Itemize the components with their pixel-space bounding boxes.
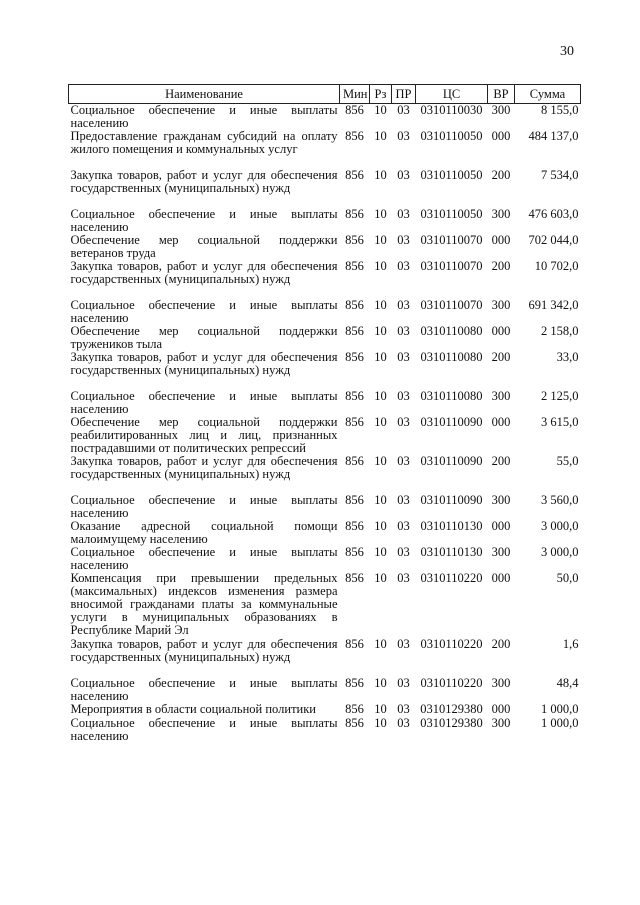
header-sum: Сумма [515, 85, 581, 104]
cell-rz: 10 [374, 676, 387, 690]
cell-pr: 03 [397, 389, 410, 403]
cell-vr: 300 [491, 298, 511, 312]
cell-vr: 000 [491, 415, 511, 429]
header-cs: ЦС [416, 85, 488, 104]
cell-sum: 1 000,0 [541, 702, 579, 716]
cell-pr: 03 [397, 324, 410, 338]
cell-sum: 55,0 [556, 454, 579, 468]
cell-vr: 000 [491, 702, 511, 716]
cell-pr: 03 [397, 207, 410, 221]
table-row [69, 494, 581, 520]
cell-min: 856 [345, 207, 364, 221]
cell-name: Закупка товаров, работ и услуг для обеспечения государственных (муниципальных) нужд [70, 168, 338, 195]
cell-sum: 50,0 [556, 571, 579, 585]
cell-sum: 3 000,0 [541, 545, 579, 559]
cell-vr: 300 [491, 716, 511, 730]
cell-sum: 691 342,0 [528, 298, 579, 312]
cell-rz: 10 [374, 454, 387, 468]
cell-cs: 0310110050 [420, 129, 483, 143]
cell-cs: 0310110070 [420, 233, 483, 247]
cell-cs: 0310110050 [420, 207, 483, 221]
cell-cs: 0310129380 [420, 702, 483, 716]
cell-rz: 10 [374, 571, 387, 585]
cell-min: 856 [345, 415, 364, 429]
table-row [69, 351, 581, 390]
cell-sum: 8 155,0 [541, 103, 579, 117]
cell-name: Социальное обеспечение и иные выплаты населению [70, 103, 338, 130]
cell-pr: 03 [397, 233, 410, 247]
cell-vr: 200 [491, 637, 511, 651]
cell-name: Закупка товаров, работ и услуг для обеспечения государственных (муниципальных) нужд [70, 259, 338, 286]
cell-sum: 484 137,0 [528, 129, 579, 143]
cell-vr: 200 [491, 259, 511, 273]
cell-vr: 300 [491, 493, 511, 507]
cell-rz: 10 [374, 350, 387, 364]
table-row [69, 703, 581, 717]
table-row [69, 455, 581, 494]
cell-min: 856 [345, 103, 364, 117]
cell-cs: 0310110090 [420, 493, 483, 507]
cell-name: Закупка товаров, работ и услуг для обеспечения государственных (муниципальных) нужд [70, 350, 338, 377]
cell-vr: 000 [491, 129, 511, 143]
cell-min: 856 [345, 519, 364, 533]
cell-min: 856 [345, 702, 364, 716]
cell-pr: 03 [397, 716, 410, 730]
cell-sum: 48,4 [556, 676, 579, 690]
cell-pr: 03 [397, 103, 410, 117]
table-row [69, 520, 581, 546]
cell-min: 856 [345, 454, 364, 468]
cell-min: 856 [345, 259, 364, 273]
cell-min: 856 [345, 324, 364, 338]
cell-min: 856 [345, 637, 364, 651]
cell-pr: 03 [397, 493, 410, 507]
cell-cs: 0310110090 [420, 454, 483, 468]
cell-min: 856 [345, 571, 364, 585]
table-row [69, 416, 581, 455]
cell-cs: 0310110130 [420, 519, 483, 533]
cell-vr: 000 [491, 571, 511, 585]
cell-name: Обеспечение мер социальной поддержки тружеников тыла [70, 324, 338, 351]
cell-rz: 10 [374, 324, 387, 338]
cell-pr: 03 [397, 168, 410, 182]
cell-vr: 300 [491, 103, 511, 117]
cell-rz: 10 [374, 519, 387, 533]
cell-cs: 0310110080 [420, 389, 483, 403]
cell-pr: 03 [397, 350, 410, 364]
cell-min: 856 [345, 545, 364, 559]
cell-sum: 2 125,0 [541, 389, 579, 403]
cell-rz: 10 [374, 259, 387, 273]
cell-pr: 03 [397, 129, 410, 143]
cell-name: Социальное обеспечение и иные выплаты населению [70, 676, 338, 703]
cell-name: Обеспечение мер социальной поддержки ветеранов труда [70, 233, 338, 260]
table-row [69, 717, 581, 743]
cell-min: 856 [345, 298, 364, 312]
table-row [69, 390, 581, 416]
cell-sum: 3 000,0 [541, 519, 579, 533]
cell-min: 856 [345, 129, 364, 143]
table-row [69, 208, 581, 234]
cell-name: Мероприятия в области социальной политики [70, 702, 316, 716]
cell-name: Закупка товаров, работ и услуг для обеспечения государственных (муниципальных) нужд [70, 637, 338, 664]
table-row [69, 130, 581, 169]
cell-vr: 200 [491, 168, 511, 182]
cell-vr: 000 [491, 519, 511, 533]
cell-name: Оказание адресной социальной помощи малоимущему населению [70, 519, 338, 546]
cell-cs: 0310110220 [420, 676, 483, 690]
cell-cs: 0310110220 [420, 571, 483, 585]
cell-pr: 03 [397, 519, 410, 533]
cell-rz: 10 [374, 545, 387, 559]
header-min: Мин [340, 85, 370, 104]
header-pr: ПР [392, 85, 416, 104]
header-name: Наименование [69, 85, 340, 104]
cell-pr: 03 [397, 454, 410, 468]
cell-pr: 03 [397, 702, 410, 716]
cell-rz: 10 [374, 716, 387, 730]
cell-rz: 10 [374, 103, 387, 117]
cell-min: 856 [345, 676, 364, 690]
cell-sum: 7 534,0 [541, 168, 579, 182]
table-row [69, 104, 581, 131]
cell-vr: 300 [491, 389, 511, 403]
budget-table [68, 84, 581, 743]
cell-sum: 33,0 [556, 350, 579, 364]
table-row [69, 546, 581, 572]
cell-pr: 03 [397, 298, 410, 312]
table-row [69, 325, 581, 351]
cell-cs: 0310110050 [420, 168, 483, 182]
cell-name: Социальное обеспечение и иные выплаты населению [70, 716, 338, 743]
cell-vr: 000 [491, 233, 511, 247]
cell-rz: 10 [374, 493, 387, 507]
header-rz: Рз [370, 85, 392, 104]
table-header-row [69, 85, 581, 104]
cell-cs: 0310110070 [420, 259, 483, 273]
cell-cs: 0310129380 [420, 716, 483, 730]
cell-name: Социальное обеспечение и иные выплаты населению [70, 545, 338, 572]
cell-vr: 200 [491, 350, 511, 364]
cell-cs: 0310110080 [420, 324, 483, 338]
cell-min: 856 [345, 716, 364, 730]
cell-name: Социальное обеспечение и иные выплаты населению [70, 298, 338, 325]
cell-rz: 10 [374, 207, 387, 221]
table-row [69, 677, 581, 703]
cell-sum: 1 000,0 [541, 716, 579, 730]
cell-sum: 476 603,0 [528, 207, 579, 221]
cell-rz: 10 [374, 168, 387, 182]
cell-pr: 03 [397, 571, 410, 585]
cell-rz: 10 [374, 415, 387, 429]
cell-sum: 702 044,0 [528, 233, 579, 247]
cell-min: 856 [345, 493, 364, 507]
cell-min: 856 [345, 233, 364, 247]
cell-vr: 300 [491, 545, 511, 559]
cell-pr: 03 [397, 259, 410, 273]
cell-vr: 300 [491, 207, 511, 221]
header-vr: ВР [488, 85, 515, 104]
cell-sum: 3 615,0 [541, 415, 579, 429]
cell-name: Социальное обеспечение и иные выплаты населению [70, 207, 338, 234]
cell-vr: 000 [491, 324, 511, 338]
cell-rz: 10 [374, 389, 387, 403]
table-row [69, 572, 581, 638]
cell-cs: 0310110080 [420, 350, 483, 364]
cell-vr: 300 [491, 676, 511, 690]
cell-min: 856 [345, 389, 364, 403]
cell-name: Социальное обеспечение и иные выплаты населению [70, 389, 338, 416]
table-row [69, 169, 581, 208]
cell-pr: 03 [397, 637, 410, 651]
cell-pr: 03 [397, 676, 410, 690]
cell-sum: 10 702,0 [534, 259, 579, 273]
cell-pr: 03 [397, 415, 410, 429]
table-row [69, 638, 581, 677]
cell-name: Социальное обеспечение и иные выплаты населению [70, 493, 338, 520]
cell-min: 856 [345, 168, 364, 182]
cell-name: Предоставление гражданам субсидий на оплату жилого помещения и коммунальных услуг [70, 129, 338, 156]
page-number: 30 [560, 44, 574, 59]
cell-cs: 0310110070 [420, 298, 483, 312]
cell-sum: 1,6 [562, 637, 579, 651]
cell-rz: 10 [374, 298, 387, 312]
cell-vr: 200 [491, 454, 511, 468]
cell-name: Обеспечение мер социальной поддержки реабилитированных лиц и лиц, признанных пострадавшими от политических репрессий [70, 415, 338, 455]
cell-rz: 10 [374, 702, 387, 716]
table-row [69, 234, 581, 260]
cell-cs: 0310110030 [420, 103, 483, 117]
cell-rz: 10 [374, 637, 387, 651]
cell-rz: 10 [374, 129, 387, 143]
cell-name: Закупка товаров, работ и услуг для обеспечения государственных (муниципальных) нужд [70, 454, 338, 481]
cell-cs: 0310110130 [420, 545, 483, 559]
cell-rz: 10 [374, 233, 387, 247]
cell-cs: 0310110220 [420, 637, 483, 651]
cell-cs: 0310110090 [420, 415, 483, 429]
cell-name: Компенсация при превышении предельных (максимальных) индексов изменения размера вносимой гражданами платы за коммунальные услуги в муниципальных образованиях в Республике Марий Эл [70, 571, 338, 637]
cell-sum: 2 158,0 [541, 324, 579, 338]
cell-min: 856 [345, 350, 364, 364]
cell-sum: 3 560,0 [541, 493, 579, 507]
cell-pr: 03 [397, 545, 410, 559]
table-row [69, 260, 581, 299]
table-row [69, 299, 581, 325]
